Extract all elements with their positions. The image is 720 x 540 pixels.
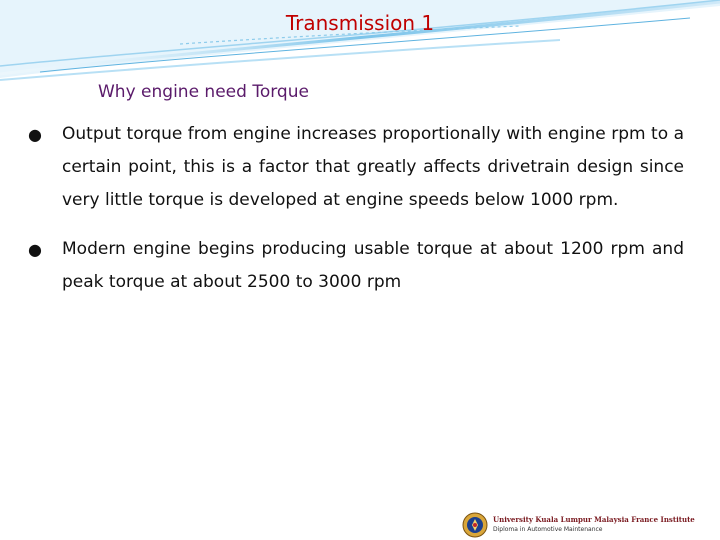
slide-title: Transmission 1 [285,11,435,35]
bullet-text: Output torque from engine increases proportionally with engine rpm to a certain point, this is a factor that greatly affects drivetrain design since very little torque is developed at engine speeds below 1000 rpm. [62,124,684,210]
footer-program: Diploma in Automotive Maintenance [493,526,603,533]
footer-institution: University Kuala Lumpur Malaysia France Institute [493,515,695,524]
crest-icon [462,512,488,538]
section-subtitle: Why engine need Torque [98,82,309,102]
footer-branding [462,510,720,540]
bullet-text: Modern engine begins producing usable torque at about 1200 rpm and peak torque at about 2500 to 3000 rpm [62,239,684,292]
bullet-list [28,118,684,315]
bullet-item [28,233,684,299]
bullet-item [28,118,684,217]
bullet-dot-icon: ● [28,125,42,144]
bullet-dot-icon: ● [28,240,42,259]
